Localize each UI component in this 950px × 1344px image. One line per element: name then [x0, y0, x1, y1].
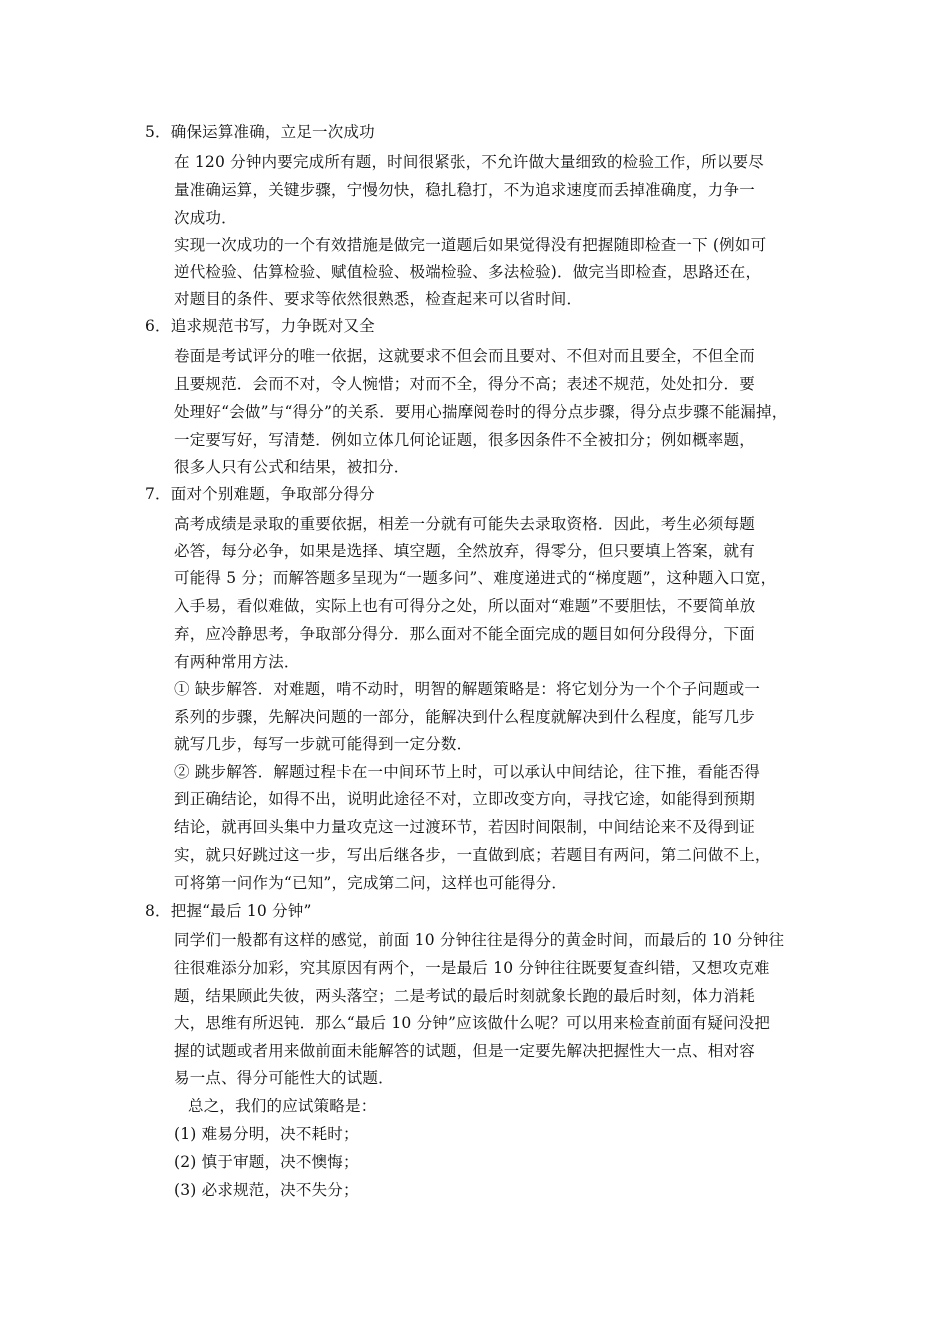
paragraph-line: 同学们一般都有这样的感觉，前面 10 分钟往往是得分的黄金时间，而最后的 10 分钟往: [174, 931, 785, 949]
paragraph-line: 卷面是考试评分的唯一依据，这就要求不但会而且要对、不但对而且要全，不但全而: [174, 347, 755, 365]
paragraph-line: 系列的步骤，先解决问题的一部分，能解决到什么程度就解决到什么程度，能写几步: [174, 708, 755, 726]
section-heading: 7．面对个别难题，争取部分得分: [145, 485, 375, 503]
paragraph-line: 实现一次成功的一个有效措施是做完一道题后如果觉得没有把握随即检查一下 (例如可: [174, 236, 767, 254]
paragraph-line: 对题目的条件、要求等依然很熟悉，检查起来可以省时间．: [174, 290, 583, 308]
summary-item: (2) 慎于审题，决不懊悔；: [174, 1153, 359, 1171]
paragraph-line: 易一点、得分可能性大的试题．: [174, 1069, 394, 1087]
section-heading: 6．追求规范书写，力争既对又全: [145, 317, 375, 335]
paragraph-line: 可将第一问作为“已知”，完成第二问，这样也可能得分．: [174, 874, 568, 892]
paragraph-line: 题，结果顾此失彼，两头落空；二是考试的最后时刻就象长跑的最后时刻，体力消耗: [174, 987, 755, 1005]
paragraph-line: 一定要写好，写清楚．例如立体几何论证题，很多因条件不全被扣分；例如概率题，: [174, 431, 755, 449]
section-heading: 8．把握“最后 10 分钟”: [145, 902, 312, 920]
paragraph-line: 握的试题或者用来做前面未能解答的试题，但是一定要先解决把握性大一点、相对容: [174, 1042, 755, 1060]
paragraph-line: 结论，就再回头集中力量攻克这一过渡环节，若因时间限制，中间结论来不及得到证: [174, 818, 755, 836]
paragraph-line: 到正确结论，如得不出，说明此途径不对，立即改变方向，寻找它途，如能得到预期: [174, 790, 755, 808]
paragraph-line: 可能得 5 分；而解答题多呈现为“一题多问”、难度递进式的“梯度题”，这种题入口宽，: [174, 569, 777, 587]
paragraph-line: 量准确运算，关键步骤，宁慢勿快，稳扎稳打，不为追求速度而丢掉准确度，力争一: [174, 181, 755, 199]
summary-item: (1) 难易分明，决不耗时；: [174, 1125, 359, 1143]
paragraph-line: 往很难添分加彩，究其原因有两个，一是最后 10 分钟往往既要复查纠错，又想攻克难: [174, 959, 770, 977]
paragraph-line: 弃，应冷静思考，争取部分得分．那么面对不能全面完成的题目如何分段得分，下面: [174, 625, 755, 643]
paragraph-line: 入手易，看似难做，实际上也有可得分之处，所以面对“难题”不要胆怯，不要简单放: [174, 597, 756, 615]
paragraph-line: 实，就只好跳过这一步，写出后继各步，一直做到底；若题目有两问，第二问做不上，: [174, 846, 771, 864]
paragraph-line: 必答，每分必争，如果是选择、填空题，全然放弃，得零分，但只要填上答案，就有: [174, 542, 755, 560]
summary-intro: 总之，我们的应试策略是：: [188, 1097, 377, 1115]
paragraph-line: ① 缺步解答．对难题，啃不动时，明智的解题策略是：将它划分为一个个子问题或一: [174, 680, 761, 698]
paragraph-line: 很多人只有公式和结果，被扣分．: [174, 458, 410, 476]
paragraph-line: 在 120 分钟内要完成所有题，时间很紧张，不允许做大量细致的检验工作，所以要尽: [174, 153, 764, 171]
paragraph-line: 有两种常用方法．: [174, 653, 300, 671]
paragraph-line: ② 跳步解答．解题过程卡在一中间环节上时，可以承认中间结论，往下推，看能否得: [174, 763, 761, 781]
paragraph-line: 且要规范．会而不对，令人惋惜；对而不全，得分不高；表述不规范，处处扣分．要: [174, 375, 755, 393]
section-heading: 5．确保运算准确，立足一次成功: [145, 123, 375, 141]
summary-item: (3) 必求规范，决不失分；: [174, 1181, 359, 1199]
paragraph-line: 逆代检验、估算检验、赋值检验、极端检验、多法检验)．做完当即检查，思路还在，: [174, 263, 762, 281]
paragraph-line: 次成功．: [174, 209, 237, 227]
paragraph-line: 大，思维有所迟钝．那么“最后 10 分钟”应该做什么呢？可以用来检查前面有疑问没把: [174, 1014, 771, 1032]
paragraph-line: 就写几步，每写一步就可能得到一定分数．: [174, 735, 473, 753]
paragraph-line: 处理好“会做”与“得分”的关系．要用心揣摩阅卷时的得分点步骤，得分点步骤不能漏掉，: [174, 403, 788, 421]
paragraph-line: 高考成绩是录取的重要依据，相差一分就有可能失去录取资格．因此，考生必须每题: [174, 515, 755, 533]
